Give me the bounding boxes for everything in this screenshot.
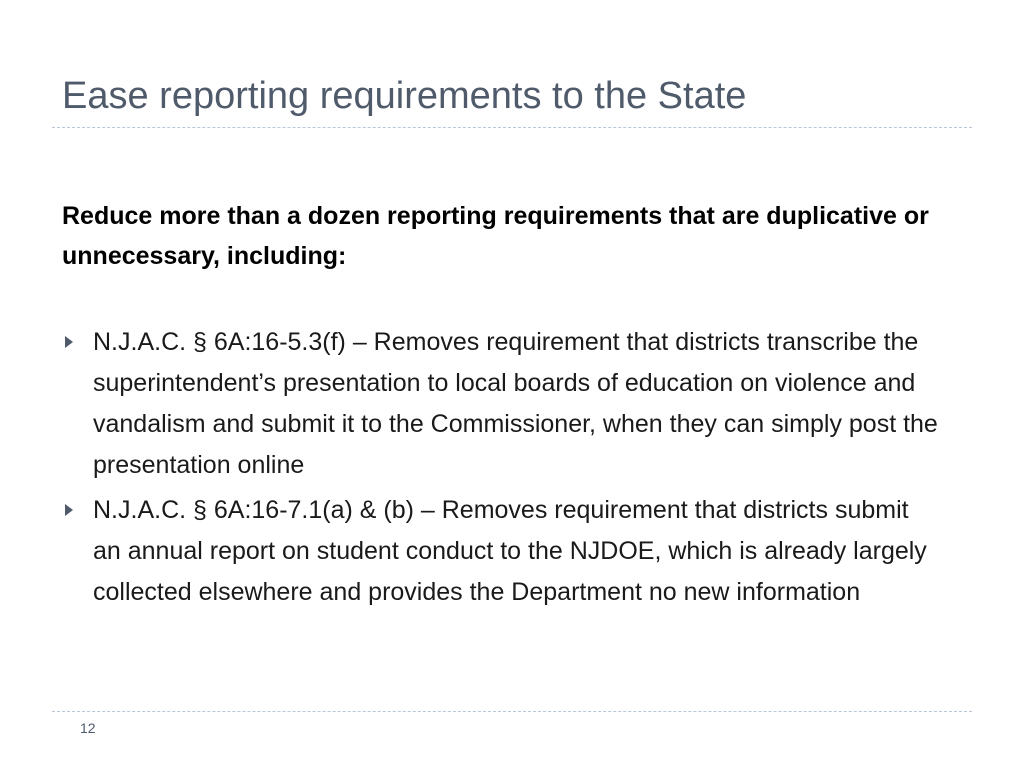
triangle-right-icon xyxy=(65,504,73,516)
title-divider xyxy=(52,127,972,128)
bullet-text: N.J.A.C. § 6A:16-5.3(f) – Removes requirement that districts transcribe the superintendent’s presentation to local boards of education on violence and vandalism and submit it to the Commissioner, when they can simply post the presentation online xyxy=(93,328,938,479)
bullet-item xyxy=(62,322,942,486)
page-number: 12 xyxy=(80,720,96,736)
footer-divider xyxy=(52,711,972,712)
slide-subheading: Reduce more than a dozen reporting requirements that are duplicative or unnecessary, including: xyxy=(62,202,929,270)
bullet-text: N.J.A.C. § 6A:16-7.1(a) & (b) – Removes requirement that districts submit an annual report on student conduct to the NJDOE, which is already largely collected elsewhere and provides the Department no new information xyxy=(93,496,927,606)
bullet-item xyxy=(62,490,942,613)
bullet-list xyxy=(62,322,942,617)
triangle-right-icon xyxy=(65,336,73,348)
slide-title: Ease reporting requirements to the State xyxy=(62,75,747,117)
